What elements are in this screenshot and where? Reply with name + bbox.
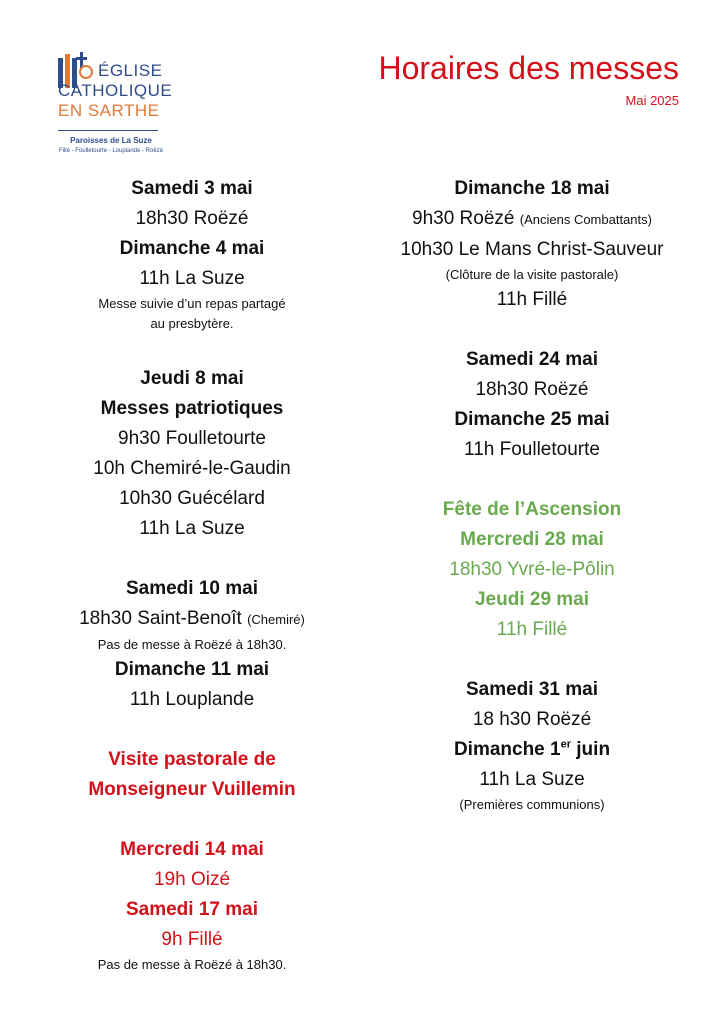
- feast-heading: Fête de l’Ascension: [442, 499, 622, 520]
- day-heading-month: juin: [571, 739, 611, 760]
- mass-entry: 11h La Suze: [139, 518, 245, 539]
- schedule-right-column: [382, 174, 682, 845]
- schedule-block-week4: [382, 345, 682, 465]
- mass-note: Pas de messe à Roëzé à 18h30.: [97, 637, 287, 652]
- visit-heading-line: Visite pastorale de: [108, 749, 276, 770]
- mass-entry: 18 h30 Roëzé: [472, 709, 592, 730]
- logo-divider: [58, 130, 158, 131]
- day-heading: [382, 735, 682, 765]
- mass-entry: 10h30 Le Mans Christ-Sauveur: [400, 239, 664, 260]
- mass-entry: 10h Chemiré-le-Gaudin: [93, 458, 291, 479]
- day-heading: Dimanche 11 mai: [114, 659, 270, 680]
- mass-place-note: (Chemiré): [247, 612, 305, 627]
- day-heading: Samedi 31 mai: [465, 679, 599, 700]
- schedule-block-ascension: [382, 495, 682, 645]
- schedule-block-visit: [42, 835, 342, 975]
- day-heading: Dimanche 25 mai: [454, 409, 610, 430]
- mass-entry: 11h La Suze: [479, 769, 585, 790]
- logo-towns: Fillé - Foulletourte - Louplande - Roëzé: [58, 148, 164, 154]
- mass-entry: 11h Fillé: [496, 289, 568, 310]
- mass-place-note: (Anciens Combattants): [519, 212, 652, 227]
- mass-entry: 11h La Suze: [139, 268, 245, 289]
- day-heading: Samedi 10 mai: [125, 578, 259, 599]
- mass-entry: 9h30 Foulletourte: [118, 428, 266, 449]
- mass-entry: 18h30 Roëzé: [475, 379, 589, 400]
- diocese-logo: [56, 46, 176, 158]
- page-date: Mai 2025: [625, 93, 679, 108]
- day-heading-text: Dimanche 1: [453, 739, 561, 760]
- schedule-block-week1: [42, 174, 342, 334]
- mass-entry-text: 18h30 Saint-Benoît: [79, 608, 242, 629]
- schedule-left-column: [42, 174, 342, 1005]
- pastoral-visit-heading: [42, 745, 342, 805]
- mass-note: Messe suivie d’un repas partagé: [98, 296, 286, 311]
- mass-entry: [382, 204, 682, 235]
- mass-entry: [42, 604, 342, 635]
- mass-entry: 19h Oizé: [153, 869, 231, 890]
- schedule-block-week5: [382, 675, 682, 815]
- logo-text-catholique: CATHOLIQUE: [58, 81, 173, 100]
- mass-note: au presbytère.: [150, 316, 234, 331]
- mass-entry: 11h Foulletourte: [464, 439, 600, 460]
- logo-parish: Paroisses de La Suze: [70, 136, 152, 145]
- schedule-block-may18: [382, 174, 682, 315]
- day-heading: Samedi 24 mai: [465, 349, 599, 370]
- page-title: Horaires des messes: [378, 50, 679, 86]
- day-heading: Mercredi 28 mai: [460, 529, 604, 550]
- day-heading: Dimanche 4 mai: [119, 238, 265, 259]
- day-heading: Jeudi 8 mai: [140, 368, 244, 389]
- logo-text-sarthe: EN SARTHE: [58, 101, 160, 120]
- visit-heading-line: Monseigneur Vuillemin: [88, 779, 296, 800]
- day-heading: Dimanche 18 mai: [454, 178, 610, 199]
- mass-entry-text: 9h30 Roëzé: [412, 208, 515, 229]
- mass-note: (Clôture de la visite pastorale): [445, 267, 619, 282]
- section-subtitle: Messes patriotiques: [100, 398, 284, 419]
- day-heading: Mercredi 14 mai: [120, 839, 264, 860]
- logo-text-eglise: ÉGLISE: [98, 61, 163, 80]
- mass-entry: 10h30 Guécélard: [119, 488, 265, 509]
- mass-entry: 18h30 Roëzé: [135, 208, 249, 229]
- day-heading: Samedi 17 mai: [125, 899, 259, 920]
- mass-note: (Premières communions): [459, 797, 605, 812]
- day-heading: Samedi 3 mai: [131, 178, 253, 199]
- mass-entry: 11h Fillé: [496, 619, 568, 640]
- day-heading: Jeudi 29 mai: [474, 589, 590, 610]
- ordinal-suffix: er: [560, 738, 571, 751]
- schedule-block-week2: [42, 574, 342, 715]
- mass-entry: 18h30 Yvré-le-Pôlin: [449, 559, 615, 580]
- mass-entry: 11h Louplande: [129, 689, 255, 710]
- schedule-block-may8: [42, 364, 342, 544]
- mass-entry: 9h Fillé: [161, 929, 223, 950]
- mass-note: Pas de messe à Roëzé à 18h30.: [97, 957, 287, 972]
